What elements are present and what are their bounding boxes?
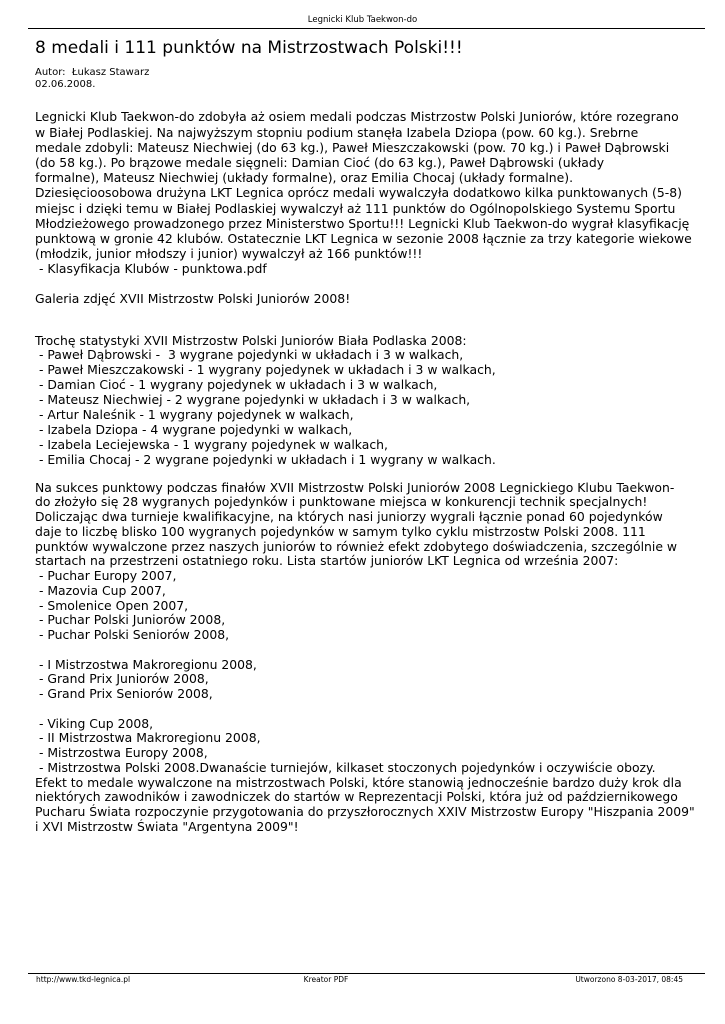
stats-list-item: - Paweł Mieszczakowski - 1 wygrany pojedynek w układach i 3 w walkach,: [35, 362, 496, 378]
tournament-list-item: - Puchar Polski Juniorów 2008,: [35, 612, 226, 628]
intro-line: Legnicki Klub Taekwon-do zdobyła aż osiem medali podczas Mistrzostw Polski Juniorów, które rozegrano: [35, 109, 679, 125]
tournament-group-2: [35, 658, 720, 702]
tournament-list-item: - Mistrzostwa Europy 2008,: [35, 745, 208, 761]
summary-section: [35, 481, 720, 835]
summary-line: do złożyło się 28 wygranych pojedynków i punktowane miejsca w konkurencji technik specjalnych!: [35, 494, 648, 510]
summary-line: Na sukces punktowy podczas finałów XVII Mistrzostw Polski Juniorów 2008 Legnickiego Klubu Taekwon-: [35, 479, 675, 495]
summary-line: Doliczając dwa turnieje kwalifikacyjne, na których nasi juniorzy wygrali łącznie ponad 60 pojedynków: [35, 509, 663, 525]
summary-paragraph: [35, 481, 720, 570]
summary-line: startach na przestrzeni ostatniego roku. Lista startów juniorów LKT Legnica od września 2007:: [35, 553, 619, 569]
stats-section: [35, 334, 720, 468]
stats-list-item: - Izabela Dziopa - 4 wygrane pojedynki w walkach,: [35, 421, 353, 437]
publish-date: 02.06.2008.: [35, 79, 96, 90]
intro-line: punktową w gronie 42 klubów. Ostatecznie LKT Legnica w sezonie 2008 łącznie za trzy kategorie wiekowe: [35, 231, 692, 247]
header-divider: [28, 28, 705, 29]
summary-line: daje to liczbę blisko 100 wygranych pojedynków w samym tylko cyklu mistrzostw Polski 2008. 111: [35, 523, 646, 539]
intro-line: (młodzik, junior młodszy i junior) wywalczył aż 166 punktów!!!: [35, 246, 423, 262]
stats-list: [35, 348, 720, 467]
intro-line: w Białej Podlaskiej. Na najwyższym stopniu podium stanęła Izabela Dziopa (pow. 60 kg.). Srebrne: [35, 124, 639, 140]
intro-line: miejsc i dzięki temu w Białej Podlaskiej wywalczył aż 111 punktów do Ogólnopolskiego Systemu Sportu: [35, 200, 676, 216]
tournament-group-3: [35, 717, 720, 776]
intro-line: (do 58 kg.). Po brązowe medale sięgneli: Damian Cioć (do 63 kg.), Paweł Dąbrowski (układy: [35, 155, 605, 170]
attachment-link[interactable]: - Klasyfikacja Klubów - punktowa.pdf: [35, 261, 267, 277]
author-byline: [35, 67, 149, 79]
stats-list-item: - Artur Naleśnik - 1 wygrany pojedynek w walkach,: [35, 407, 354, 423]
author-name: Łukasz Stawarz: [71, 67, 150, 78]
article-title: 8 medali i 111 punktów na Mistrzostwach Polski!!!: [35, 38, 463, 58]
tournament-list-item: - Mazovia Cup 2007,: [35, 582, 166, 598]
tournament-list-item: - Viking Cup 2008,: [35, 715, 154, 731]
intro-line: Młodzieżowego prowadzonego przez Ministerstwo Sportu!!! Legnicki Klub Taekwon-do wygrał klasyfikację: [35, 215, 690, 231]
tournament-list-item: - Grand Prix Juniorów 2008,: [35, 671, 209, 687]
intro-lines: [35, 109, 720, 261]
stats-list-item: - Mateusz Niechwiej - 2 wygrane pojedynki w układach i 3 w walkach,: [35, 392, 471, 408]
tournament-list-item: - I Mistrzostwa Makroregionu 2008,: [35, 656, 257, 672]
closing-line: niektórych zawodników i zawodniczek do startów w Reprezentacji Polski, która już od październikowego: [35, 789, 678, 805]
stats-list-item: - Damian Cioć - 1 wygrany pojedynek w układach i 3 w walkach,: [35, 377, 438, 393]
closing-line: i XVI Mistrzostw Świata "Argentyna 2009"!: [35, 818, 299, 834]
gallery-link[interactable]: Galeria zdjęć XVII Mistrzostw Polski Juniorów 2008!: [35, 290, 351, 306]
intro-paragraph: [35, 109, 720, 276]
summary-line: punktów wywalczone przez naszych juniorów to również efekt zdobytego doświadczenia, szczególnie w: [35, 538, 678, 554]
footer-divider: [28, 973, 705, 974]
footer-created-date: Utworzono 8-03-2017, 08:45: [575, 975, 683, 984]
footer-site-url[interactable]: http://www.tkd-legnica.pl: [36, 975, 131, 984]
stats-heading: Trochę statystyki XVII Mistrzostw Polski Juniorów Biała Podlaska 2008:: [35, 332, 467, 348]
stats-list-item: - Paweł Dąbrowski - 3 wygrane pojedynki w układach i 3 w walkach,: [35, 347, 464, 363]
gallery-section: [35, 291, 720, 306]
intro-line: formalne), Mateusz Niechwiej (układy formalne), oraz Emilia Chocaj (układy formalne).: [35, 170, 574, 186]
tournament-group-1: [35, 569, 720, 643]
closing-paragraph: [35, 776, 720, 835]
tournament-list-item: - Mistrzostwa Polski 2008.Dwanaście turniejów, kilkaset stoczonych pojedynków i oczywiście obozy.: [35, 759, 656, 775]
tournament-list-item: - Grand Prix Seniorów 2008,: [35, 686, 213, 702]
page-header-site-name: Legnicki Klub Taekwon-do: [307, 14, 418, 25]
closing-line: Pucharu Świata rozpoczynie przygotowania do przyszłorocznych XXIV Mistrzostw Europy "Hiszpania 2009": [35, 804, 695, 820]
tournament-list-item: - Puchar Polski Seniorów 2008,: [35, 627, 230, 643]
stats-list-item: - Emilia Chocaj - 2 wygrane pojedynki w układach i 1 wygrany w walkach.: [35, 451, 496, 467]
tournament-list-item: - Puchar Europy 2007,: [35, 568, 177, 584]
tournament-list-item: - II Mistrzostwa Makroregionu 2008,: [35, 730, 261, 746]
intro-line: Dziesięcioosobowa drużyna LKT Legnica oprócz medali wywalczyła dodatkowo kilka punktowanych (5-8): [35, 185, 682, 201]
footer-generator: Kreator PDF: [303, 975, 349, 984]
author-label: Autor:: [35, 67, 66, 78]
stats-list-item: - Izabela Leciejewska - 1 wygrany pojedynek w walkach,: [35, 436, 388, 452]
tournament-list-item: - Smolenice Open 2007,: [35, 597, 189, 613]
intro-line: medale zdobyli: Mateusz Niechwiej (do 63 kg.), Paweł Mieszczakowski (pow. 70 kg.) i Paweł Dąbrowski: [35, 139, 670, 155]
closing-line: Efekt to medale wywalczone na mistrzostwach Polski, które stanowią jednocześnie bardzo duży krok dla: [35, 774, 682, 790]
